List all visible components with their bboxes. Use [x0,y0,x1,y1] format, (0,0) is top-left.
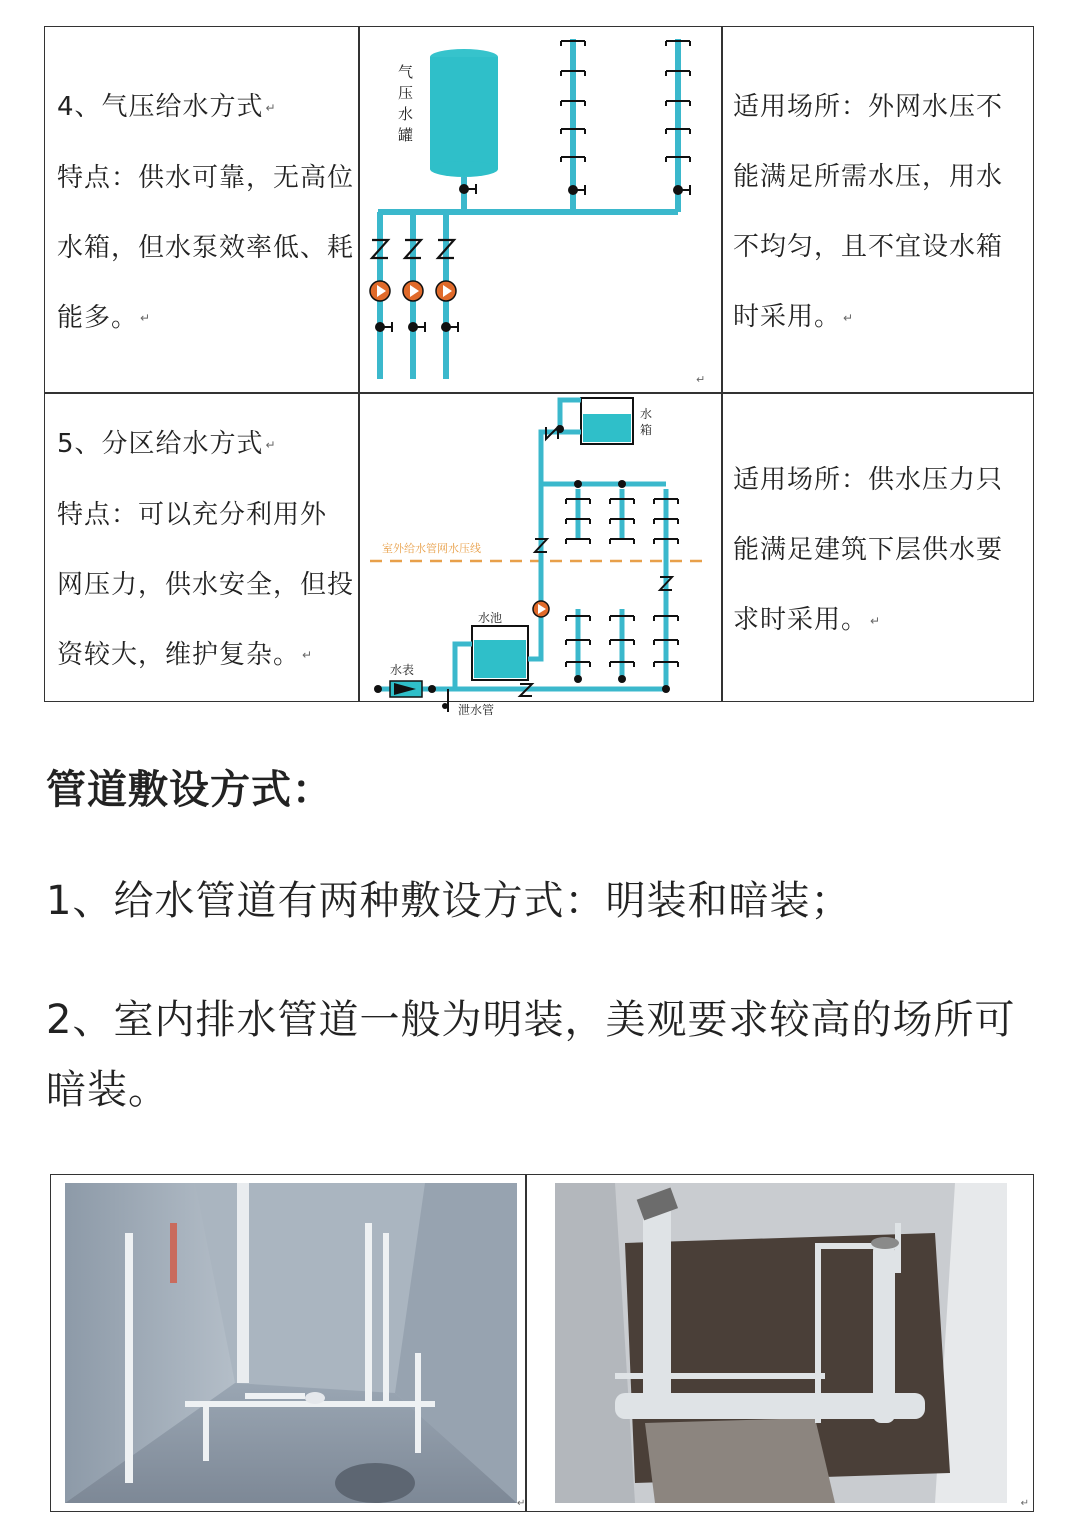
scope-cell-5 [733,445,1003,656]
scope-cell-4 [733,72,1003,353]
method-title: 4、气压给水方式 ↵ [57,92,277,122]
drain-label: 泄水管 [458,703,495,717]
method-feature-line: 能多。 ↵ [57,302,152,333]
zoned-supply-diagram [360,394,720,717]
water-supply-table [44,26,1034,717]
pressure-tank-label: 气压水罐 [398,63,414,144]
scope-line: 不均匀，且不宜设水箱 [733,232,1004,262]
method-feature-line: 资较大，维护复杂。 ↵ [57,639,314,670]
photo-frame: ↵ ↵ [50,1174,1034,1512]
method-cell-5 [57,409,354,690]
scope-line: 适用场所：供水压力只 [733,465,1004,495]
exposed-pipe-photo [555,1183,1007,1503]
paragraph-2: 2、室内排水管道一般为明装，美观要求较高的场所可暗装。 [46,997,1016,1113]
scope-line: 能满足所需水压，用水 [733,162,1004,192]
method-title: 5、分区给水方式 ↵ [57,429,277,459]
scope-line: 适用场所：外网水压不 [733,92,1004,122]
pneumatic-supply-diagram [360,27,720,391]
scope-line: 求时采用。 ↵ [733,605,882,635]
paragraph-1: 1、给水管道有两种敷设方式：明装和暗装； [46,878,852,924]
table-divider [721,27,723,701]
meter-label: 水表 [390,663,415,677]
scope-line: 时采用。 ↵ [733,302,855,332]
method-feature-line: 特点：可以充分利用外 [57,499,328,530]
pool-label: 水池 [478,611,503,625]
method-feature-line: 水箱，但水泵效率低、耗 [57,232,355,263]
method-feature-line: 特点：供水可靠，无高位 [57,162,355,193]
pressure-line-label: 室外给水管网水压线 [382,542,481,555]
section-heading: 管道敷设方式： [46,767,333,813]
method-feature-line: 网压力，供水安全，但投 [57,569,355,600]
roof-tank-label: 水箱 [640,407,653,437]
scope-line: 能满足建筑下层供水要 [733,535,1004,565]
svg-text:↵: ↵ [696,373,706,386]
concealed-pipe-photo [65,1183,517,1503]
method-cell-4 [57,72,354,353]
